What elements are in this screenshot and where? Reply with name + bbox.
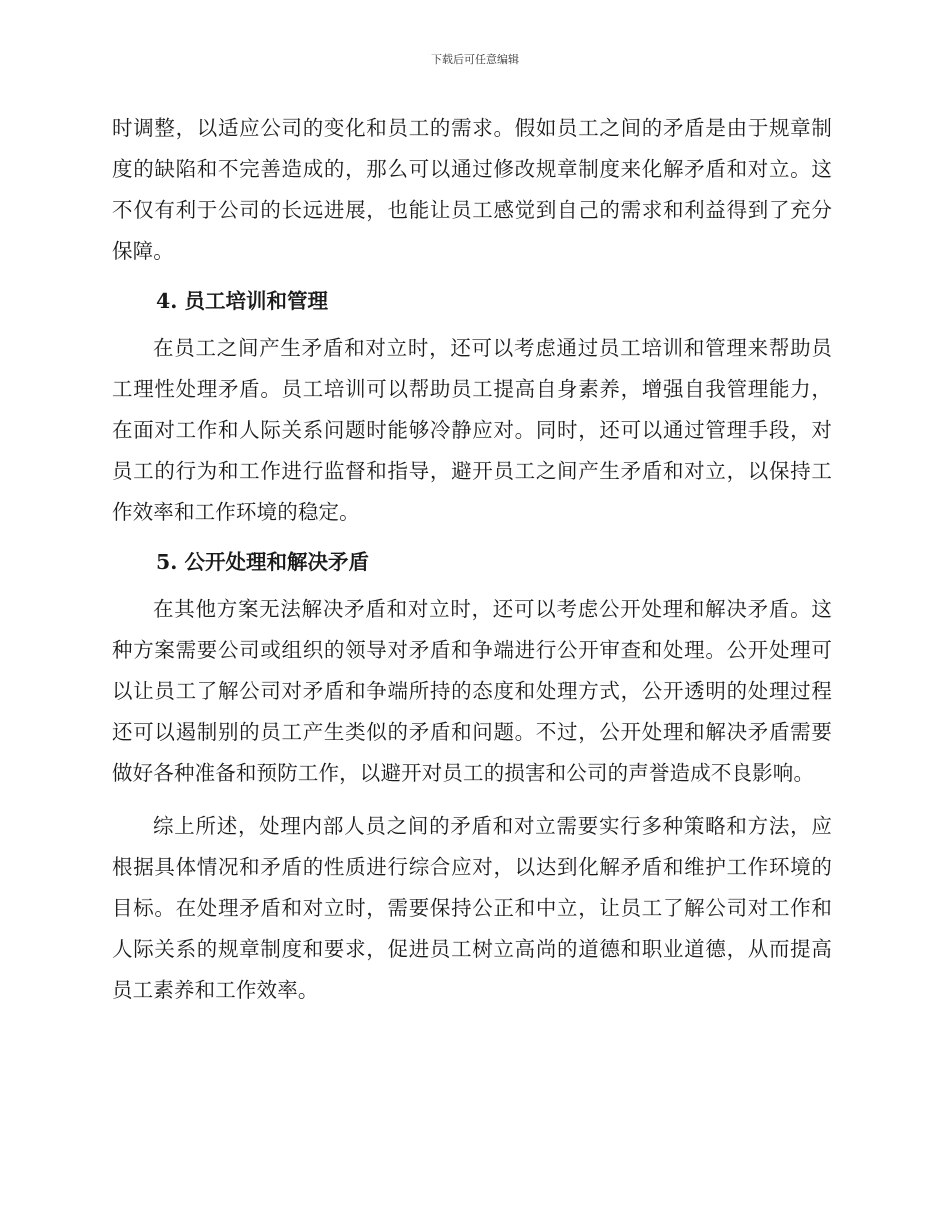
paragraph-continuation: 时调整，以适应公司的变化和员工的需求。假如员工之间的矛盾是由于规章制度的缺陷和不完善造成的，那么可以通过修改规章制度来化解矛盾和对立。这不仅有利于公司的长远进展，也能让员工感觉到自己的需求和利益得到了充分保障。 xyxy=(112,116,832,263)
paragraph-spacer xyxy=(112,794,832,806)
document-body xyxy=(112,108,832,1011)
paragraph-training: 在员工之间产生矛盾和对立时，还可以考虑通过员工培训和管理来帮助员工理性处理矛盾。员工培训可以帮助员工提高自身素养，增强自我管理能力，在面对工作和人际关系问题时能够冷静应对。同时，还可以通过管理手段，对员工的行为和工作进行监督和指导，避开员工之间产生矛盾和对立，以保持工作效率和工作环境的稳定。 xyxy=(112,336,832,524)
paragraph-conclusion: 综上所述，处理内部人员之间的矛盾和对立需要实行多种策略和方法，应根据具体情况和矛盾的性质进行综合应对，以达到化解矛盾和维护工作环境的目标。在处理矛盾和对立时，需要保持公正和中立，让员工了解公司对工作和人际关系的规章制度和要求，促进员工树立高尚的道德和职业道德，从而提高员工素养和工作效率。 xyxy=(112,814,832,1002)
section-heading-5: 5. 公开处理和解决矛盾 xyxy=(156,550,370,574)
page-header: 下载后可任意编辑 xyxy=(431,53,519,66)
section-heading-4: 4. 员工培训和管理 xyxy=(156,289,329,313)
paragraph-public-handling: 在其他方案无法解决矛盾和对立时，还可以考虑公开处理和解决矛盾。这种方案需要公司或组织的领导对矛盾和争端进行公开审查和处理。公开处理可以让员工了解公司对矛盾和争端所持的态度和处理方式，公开透明的处理过程还可以遏制别的员工产生类似的矛盾和问题。不过，公开处理和解决矛盾需要做好各种准备和预防工作，以避开对员工的损害和公司的声誉造成不良影响。 xyxy=(112,597,832,785)
